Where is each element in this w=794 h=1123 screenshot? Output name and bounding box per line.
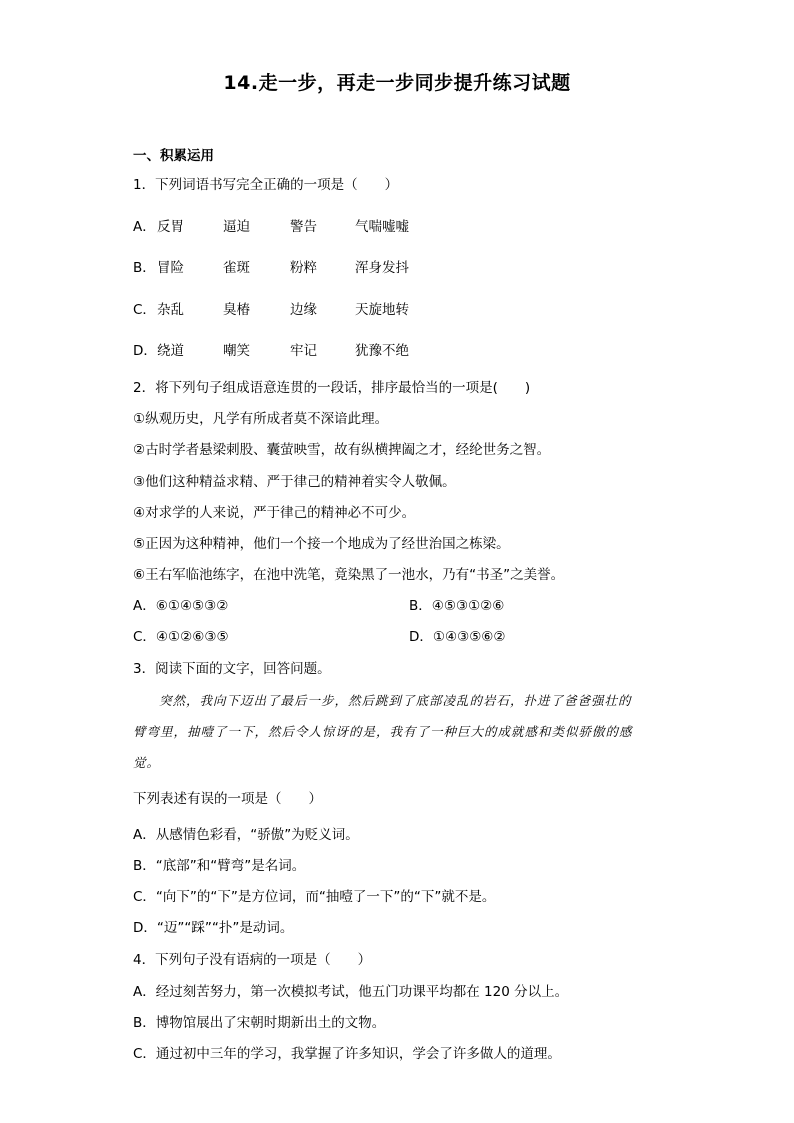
q4-option-c: C．通过初中三年的学习，我掌握了许多知识，学会了许多做人的道理。 (133, 1046, 561, 1062)
option-word: 警告 (290, 219, 317, 235)
q2-option-c: C．④①②⑥③⑤ (133, 629, 229, 645)
q4-stem: 4．下列句子没有语病的一项是（ ） (133, 952, 372, 968)
option-label: D． (133, 343, 157, 359)
option-word: 雀斑 (223, 260, 250, 276)
q1-option-c (133, 300, 433, 320)
q2-sentence-5: ⑤正因为这种精神，他们一个接一个地成为了经世治国之栋梁。 (133, 536, 510, 552)
option-label: A． (133, 219, 156, 235)
q2-stem: 2．将下列句子组成语意连贯的一段话，排序最恰当的一项是( ) (133, 380, 531, 396)
option-word: 边缘 (290, 302, 317, 318)
option-word: 犹豫不绝 (355, 343, 409, 359)
q2-sentence-4: ④对求学的人来说，严于律己的精神必不可少。 (133, 505, 416, 521)
q3-stem: 3．阅读下面的文字，回答问题。 (133, 661, 331, 677)
q1-option-d (133, 341, 433, 361)
q3-sub-stem: 下列表述有误的一项是（ ） (133, 791, 322, 807)
q3-option-d: D．“迈”“踩”“扑”是动词。 (133, 920, 294, 936)
option-word: 冒险 (157, 260, 184, 276)
option-word: 杂乱 (157, 302, 184, 318)
q1-option-b (133, 258, 433, 278)
q1-stem: 1．下列词语书写完全正确的一项是（ ） (133, 177, 399, 193)
option-word: 粉粹 (290, 260, 317, 276)
option-word: 逼迫 (223, 219, 250, 235)
option-label: B． (133, 260, 156, 276)
q3-option-c: C．“向下”的“下”是方位词，而“抽噎了一下”的“下”就不是。 (133, 889, 496, 905)
q3-passage (133, 685, 663, 778)
option-word: 气喘嘘嘘 (355, 219, 409, 235)
q3-option-a: A．从感情色彩看，“骄傲”为贬义词。 (133, 827, 359, 843)
option-word: 天旋地转 (355, 302, 409, 318)
document-title: 14.走一步，再走一步同步提升练习试题 (223, 72, 571, 94)
q3-option-b: B．“底部”和“臂弯”是名词。 (133, 858, 306, 874)
q2-sentence-6: ⑥王右军临池练字，在池中洗笔，竟染黑了一池水，乃有“书圣”之美誉。 (133, 567, 565, 583)
section-heading: 一、积累运用 (133, 148, 214, 164)
option-word: 牢记 (290, 343, 317, 359)
option-word: 反胃 (157, 219, 184, 235)
q4-option-b: B．博物馆展出了宋朝时期新出土的文物。 (133, 1015, 386, 1031)
option-word: 绕道 (157, 343, 184, 359)
passage-line: 觉。 (133, 755, 161, 770)
q2-sentence-1: ①纵观历史，凡学有所成者莫不深谙此理。 (133, 411, 389, 427)
q1-option-a (133, 217, 433, 237)
option-label: C． (133, 302, 156, 318)
q4-option-a: A．经过刻苦努力，第一次模拟考试，他五门功课平均都在 120 分以上。 (133, 984, 569, 1000)
option-word: 嘲笑 (223, 343, 250, 359)
q2-sentence-2: ②古时学者悬梁刺股、囊萤映雪，故有纵横捭阖之才，经纶世务之智。 (133, 442, 551, 458)
passage-line: 臂弯里，抽噎了一下，然后令人惊讶的是，我有了一种巨大的成就感和类似骄傲的感 (133, 724, 633, 739)
passage-line: 突然，我向下迈出了最后一步，然后跳到了底部凌乱的岩石，扑进了爸爸强壮的 (159, 693, 632, 708)
q2-option-d: D．①④③⑤⑥② (409, 629, 506, 645)
q2-sentence-3: ③他们这种精益求精、严于律己的精神着实令人敬佩。 (133, 474, 456, 490)
q2-option-b: B．④⑤③①②⑥ (409, 598, 505, 614)
option-word: 臭椿 (223, 302, 250, 318)
option-word: 浑身发抖 (355, 260, 409, 276)
q2-option-a: A．⑥①④⑤③② (133, 598, 229, 614)
